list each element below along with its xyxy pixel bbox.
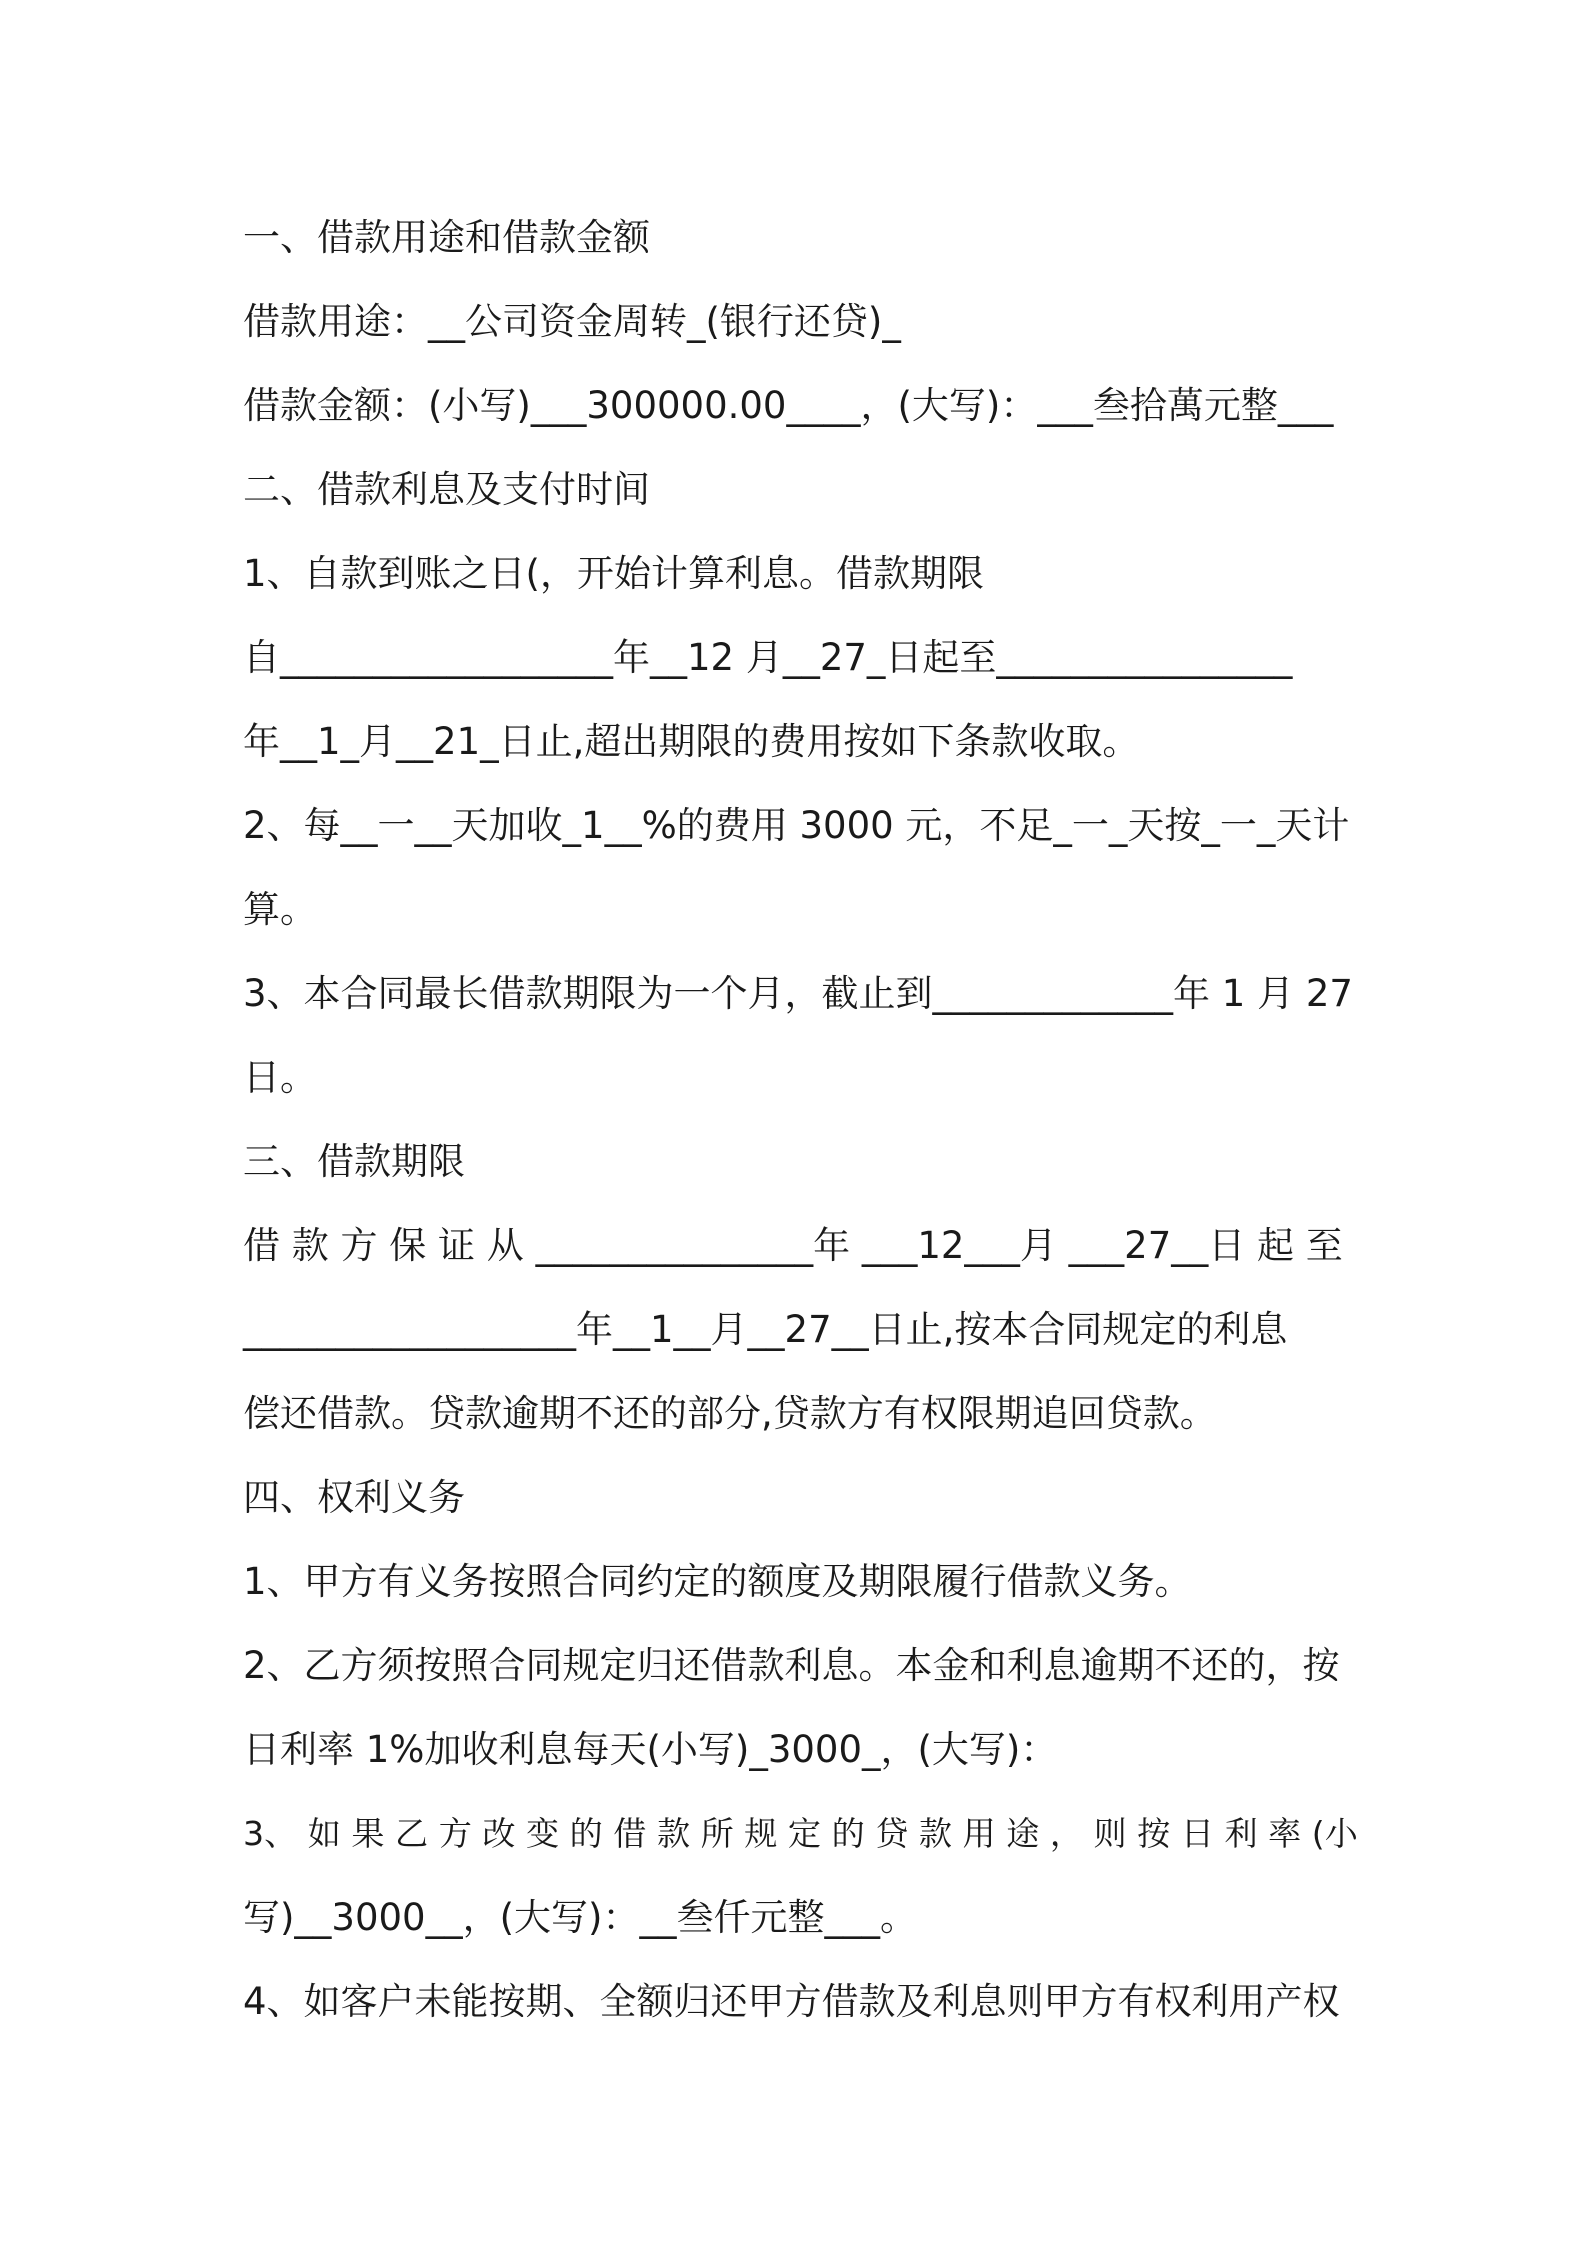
loan-term-line-2: __________________年__1__月__27__日止,按本合同规定的利息 [243,1308,1288,1351]
clause-2-3-line-1: 3、本合同最长借款期限为一个月，截止到_____________年 1 月 27 [243,972,1353,1015]
section-heading-2: 二、借款利息及支付时间 [243,468,650,511]
loan-amount-line: 借款金额：(小写)___300000.00____，(大写)：___叁拾萬元整___ [243,384,1334,427]
clause-2-1-line-3: 年__1_月__21_日止,超出期限的费用按如下条款收取。 [243,720,1140,763]
loan-term-line-1: 借 款 方 保 证 从 _______________年 ___12___月 ___27__日 起 至 [243,1224,1343,1267]
clause-4-2-line-1: 2、乙方须按照合同规定归还借款利息。本金和利息逾期不还的，按 [243,1644,1340,1687]
loan-term-line-3: 偿还借款。贷款逾期不还的部分,贷款方有权限期追回贷款。 [243,1392,1217,1435]
document-body [243,196,1358,2044]
clause-2-3-line-2: 日。 [243,1056,317,1099]
section-heading-1: 一、借款用途和借款金额 [243,216,650,259]
clause-4-2-line-2: 日利率 1%加收利息每天(小写)_3000_，(大写)： [243,1728,1058,1771]
section-heading-4: 四、权利义务 [243,1476,465,1519]
section-heading-3: 三、借款期限 [243,1140,465,1183]
clause-2-2-line-1: 2、每__一__天加收_1__%的费用 3000 元，不足_一_天按_一_天计 [243,804,1350,847]
clause-2-2-line-2: 算。 [243,888,317,931]
clause-4-4-line-1: 4、如客户未能按期、全额归还甲方借款及利息则甲方有权利用产权 [243,1980,1340,2023]
clause-4-1-line-1: 1、甲方有义务按照合同约定的额度及期限履行借款义务。 [243,1560,1192,1603]
clause-4-3-line-2: 写)__3000__，(大写)：__叁仟元整___。 [243,1896,917,1939]
clause-2-1-line-1: 1、自款到账之日(，开始计算利息。借款期限 [243,552,984,595]
clause-2-1-line-2: 自__________________年__12 月__27_日起至________________ [243,636,1293,679]
clause-4-3-line-1: 3、 如 果 乙 方 改 变 的 借 款 所 规 定 的 贷 款 用 途 ， 则 按 日 利 率 (小 [243,1814,1358,1853]
loan-purpose-line: 借款用途：__公司资金周转_(银行还贷)_ [243,300,901,343]
